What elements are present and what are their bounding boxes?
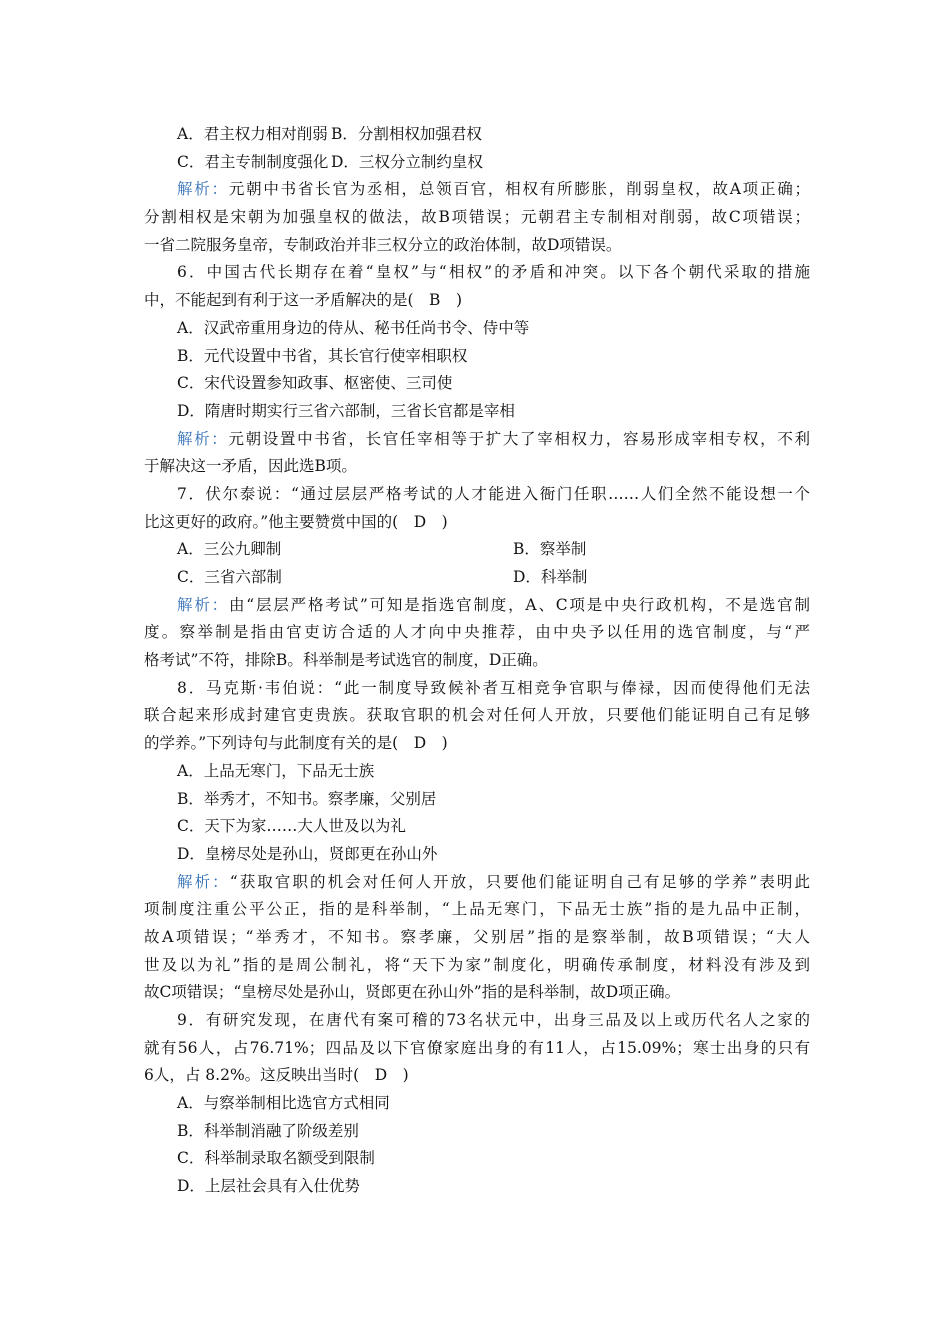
q7-explanation-label: 解析： bbox=[177, 595, 229, 614]
q8-stem-line-3: 的学养。”下列诗句与此制度有关的是( D ) bbox=[144, 734, 448, 753]
q7-explanation-line-3: 格考试”不符，排除B。科举制是考试选官的制度，D正确。 bbox=[144, 651, 548, 670]
q7-explanation-line-2: 度。察举制是指由官吏访合适的人才向中央推荐，由中央予以任用的选官制度，与“严 bbox=[144, 623, 810, 642]
q8-explanation-line-1: 解析：“获取官职的机会对任何人开放，只要他们能证明自己有足够的学养”表明此 bbox=[177, 872, 810, 891]
q8-explanation-line-5: 故C项错误；“皇榜尽处是孙山，贤郎更在孙山外”指的是科举制，故D项正确。 bbox=[144, 983, 681, 1002]
q9-option-b: B．科举制消融了阶级差别 bbox=[177, 1121, 359, 1140]
q8-stem-line-2: 联合起来形成封建官吏贵族。获取官职的机会对任何人开放，只要他们能证明自己有足够 bbox=[144, 706, 810, 725]
q7-option-a: A．三公九卿制 bbox=[177, 540, 282, 559]
q7-stem-line-2: 比这更好的政府。”他主要赞赏中国的( D ) bbox=[144, 512, 448, 531]
q6-stem-line-2: 中，不能起到有利于这一矛盾解决的是( B ) bbox=[144, 291, 462, 310]
q7-options-row-1 bbox=[144, 536, 810, 564]
q5-explanation-line-1: 解析：元朝中书省长官为丞相，总领百官，相权有所膨胀，削弱皇权，故A项正确； bbox=[177, 180, 810, 199]
q7-stem-line-1: 7．伏尔泰说：“通过层层严格考试的人才能进入衙门任职……人们全然不能设想一个 bbox=[177, 484, 810, 503]
q6-option-d: D．隋唐时期实行三省六部制，三省长官都是宰相 bbox=[177, 401, 515, 420]
q9-stem-line-1: 9．有研究发现，在唐代有案可稽的73名状元中，出身三品及以上或历代名人之家的 bbox=[177, 1011, 810, 1029]
q5-option-b: B．分割相权加强君权 bbox=[331, 125, 482, 143]
q9-option-c: C．科举制录取名额受到限制 bbox=[177, 1149, 375, 1168]
q8-option-d: D．皇榜尽处是孙山，贤郎更在孙山外 bbox=[177, 844, 438, 863]
q7-option-b: B．察举制 bbox=[513, 540, 587, 559]
q8-explanation-line-2: 项制度注重公平公正，指的是科举制，“上品无寒门，下品无士族”指的是九品中正制， bbox=[144, 900, 810, 919]
q6-option-c: C．宋代设置参知政事、枢密使、三司使 bbox=[177, 374, 453, 393]
q6-stem-line-1: 6．中国古代长期存在着“皇权”与“相权”的矛盾和冲突。以下各个朝代采取的措施 bbox=[177, 263, 810, 282]
q7-explanation-line-1: 解析：由“层层严格考试”可知是指选官制度，A、C项是中央行政机构，不是选官制 bbox=[177, 595, 810, 614]
q5-option-d: D．三权分立制约皇权 bbox=[331, 152, 483, 171]
q8-stem-line-1: 8．马克斯·韦伯说：“此一制度导致候补者互相竞争官职与俸禄，因而使得他们无法 bbox=[177, 678, 810, 697]
page-content bbox=[144, 121, 810, 1201]
q8-explanation-line-4: 世及以为礼”指的是周公制礼，将“天下为家”制度化，明确传承制度，材料没有涉及到 bbox=[144, 955, 810, 974]
q6-option-b: B．元代设置中书省，其长官行使宰相职权 bbox=[177, 346, 468, 365]
q9-stem-line-3: 6人，占 8.2%。这反映出当时( D ) bbox=[144, 1066, 409, 1085]
q8-option-a: A．上品无寒门，下品无士族 bbox=[177, 761, 375, 780]
q5-explanation-line-3: 一省二院服务皇帝，专制政治并非三权分立的政治体制，故D项错误。 bbox=[144, 235, 622, 254]
q8-option-c: C．天下为家……大人世及以为礼 bbox=[177, 817, 406, 836]
q5-explanation-line-2: 分割相权是宋朝为加强皇权的做法，故B项错误；元朝君主专制相对削弱，故C项错误； bbox=[144, 208, 810, 227]
q6-explanation-line-1: 解析：元朝设置中书省，长官任宰相等于扩大了宰相权力，容易形成宰相专权，不利 bbox=[177, 429, 810, 448]
q5-options-row-1 bbox=[144, 121, 810, 149]
q5-option-c: C．君主专制制度强化 bbox=[177, 152, 329, 171]
q9-option-d: D．上层社会具有入仕优势 bbox=[177, 1177, 360, 1196]
q7-options-row-2 bbox=[144, 564, 810, 592]
q8-option-b: B．举秀才，不知书。察孝廉，父别居 bbox=[177, 789, 437, 808]
q5-explanation-label: 解析： bbox=[177, 180, 229, 199]
q7-option-c: C．三省六部制 bbox=[177, 568, 282, 586]
q7-option-d: D．科举制 bbox=[513, 568, 588, 586]
q6-explanation-label: 解析： bbox=[177, 429, 229, 448]
q5-option-a: A．君主权力相对削弱 bbox=[177, 125, 328, 143]
q6-explanation-line-2: 于解决这一矛盾，因此选B项。 bbox=[144, 457, 357, 476]
q8-explanation-line-3: 故A项错误；“举秀才，不知书。察孝廉，父别居”指的是察举制，故B项错误；“大人 bbox=[144, 927, 810, 946]
q5-options-row-2 bbox=[144, 149, 810, 177]
q6-option-a: A．汉武帝重用身边的侍从、秘书任尚书令、侍中等 bbox=[177, 318, 530, 337]
q9-stem-line-2: 就有56人，占76.71%；四品及以下官僚家庭出身的有11人，占15.09%；寒士出身的只有 bbox=[144, 1038, 810, 1057]
q8-explanation-label: 解析： bbox=[177, 872, 230, 891]
q9-option-a: A．与察举制相比选官方式相同 bbox=[177, 1094, 390, 1113]
